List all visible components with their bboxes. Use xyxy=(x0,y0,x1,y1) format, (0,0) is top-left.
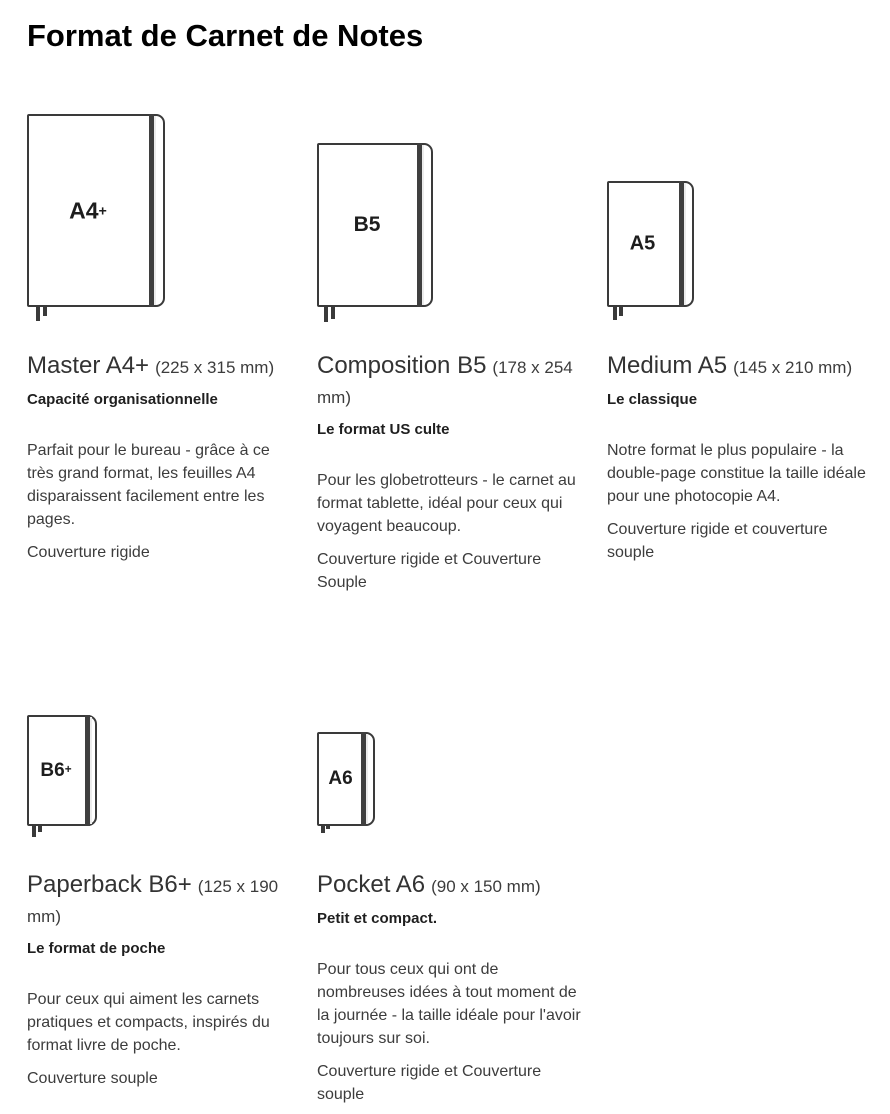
bookmark-ribbon xyxy=(321,824,325,833)
format-tagline: Le classique xyxy=(607,391,698,408)
format-tagline: Le format US culte xyxy=(317,421,450,438)
notebook-format-label: A4+ xyxy=(69,197,107,223)
notebook-cover-b5 xyxy=(317,143,433,307)
notebook-cover-a6 xyxy=(317,732,375,826)
notebook-illustration xyxy=(27,114,295,307)
format-description: Notre format le plus populaire - la double-page constitue la taille idéale pour une photocopie A4. xyxy=(607,442,866,505)
elastic-band xyxy=(85,715,90,826)
empty-cell xyxy=(607,715,890,1106)
format-card-composition-b5 xyxy=(317,114,607,594)
bookmark-ribbon xyxy=(32,824,36,837)
format-cover-options: Couverture rigide et Couverture Souple xyxy=(317,551,542,591)
bookmark-ribbon xyxy=(619,305,623,316)
notebook-illustration xyxy=(27,715,295,826)
elastic-band xyxy=(417,143,422,307)
notebook-illustration xyxy=(607,114,875,307)
notebook-cover-b6 xyxy=(27,715,97,826)
format-tagline: Petit et compact. xyxy=(317,910,438,927)
notebook-format-label: A6 xyxy=(328,768,353,789)
notebook-cover-a5 xyxy=(607,181,694,307)
format-cover-options: Couverture souple xyxy=(27,1070,158,1087)
bookmark-ribbon xyxy=(38,824,42,832)
bookmark-ribbon xyxy=(43,305,47,316)
format-dimensions: (178 x 254 mm) xyxy=(317,358,573,407)
format-description: Parfait pour le bureau - grâce à ce très grand format, les feuilles A4 disparaissent facilement entre les pages. xyxy=(27,442,270,528)
bookmark-ribbon xyxy=(613,305,617,320)
plus-sign: + xyxy=(64,762,72,776)
format-name: Pocket A6 (90 x 150 mm) xyxy=(317,871,541,898)
notebook-format-label: B5 xyxy=(353,213,381,236)
format-description: Pour ceux qui aiment les carnets pratiques et compacts, inspirés du format livre de poche. xyxy=(27,991,270,1054)
format-dimensions: (90 x 150 mm) xyxy=(431,877,541,896)
formats-row-2 xyxy=(27,715,890,1106)
format-card-paperback-b6 xyxy=(27,715,317,1106)
format-cover-options: Couverture rigide xyxy=(27,544,150,561)
elastic-band xyxy=(149,114,154,307)
format-tagline: Le format de poche xyxy=(27,940,166,957)
page-title: Format de Carnet de Notes xyxy=(27,18,424,53)
format-description: Pour tous ceux qui ont de nombreuses idées à tout moment de la journée - la taille idéale pour l'avoir toujours sur soi. xyxy=(317,961,581,1047)
format-dimensions: (225 x 315 mm) xyxy=(155,358,275,377)
format-name: Composition B5 (178 x 254 mm) xyxy=(317,352,573,407)
format-card-medium-a5 xyxy=(607,114,890,594)
bookmark-ribbon xyxy=(326,824,330,829)
format-cover-options: Couverture rigide et couverture souple xyxy=(607,521,828,561)
notebook-illustration xyxy=(317,715,585,826)
notebook-illustration xyxy=(317,114,585,307)
format-cover-options: Couverture rigide et Couverture souple xyxy=(317,1063,542,1103)
bookmark-ribbon xyxy=(36,305,40,321)
format-description: Pour les globetrotteurs - le carnet au format tablette, idéal pour ceux qui voyagent beaucoup. xyxy=(317,472,576,535)
format-dimensions: (125 x 190 mm) xyxy=(27,877,279,926)
format-name: Paperback B6+ (125 x 190 mm) xyxy=(27,871,279,926)
notebook-format-label: A5 xyxy=(629,232,656,255)
format-name: Medium A5 (145 x 210 mm) xyxy=(607,352,853,379)
format-card-pocket-a6 xyxy=(317,715,607,1106)
notebook-cover-a4 xyxy=(27,114,165,307)
format-name: Master A4+ (225 x 315 mm) xyxy=(27,352,275,379)
format-card-master-a4 xyxy=(27,114,317,594)
format-dimensions: (145 x 210 mm) xyxy=(733,358,853,377)
format-tagline: Capacité organisationnelle xyxy=(27,391,218,408)
elastic-band xyxy=(679,181,684,307)
bookmark-ribbon xyxy=(331,305,335,319)
notebook-format-label: B6+ xyxy=(40,759,72,781)
bookmark-ribbon xyxy=(324,305,328,322)
plus-sign: + xyxy=(98,203,107,219)
formats-row-1 xyxy=(27,114,890,594)
